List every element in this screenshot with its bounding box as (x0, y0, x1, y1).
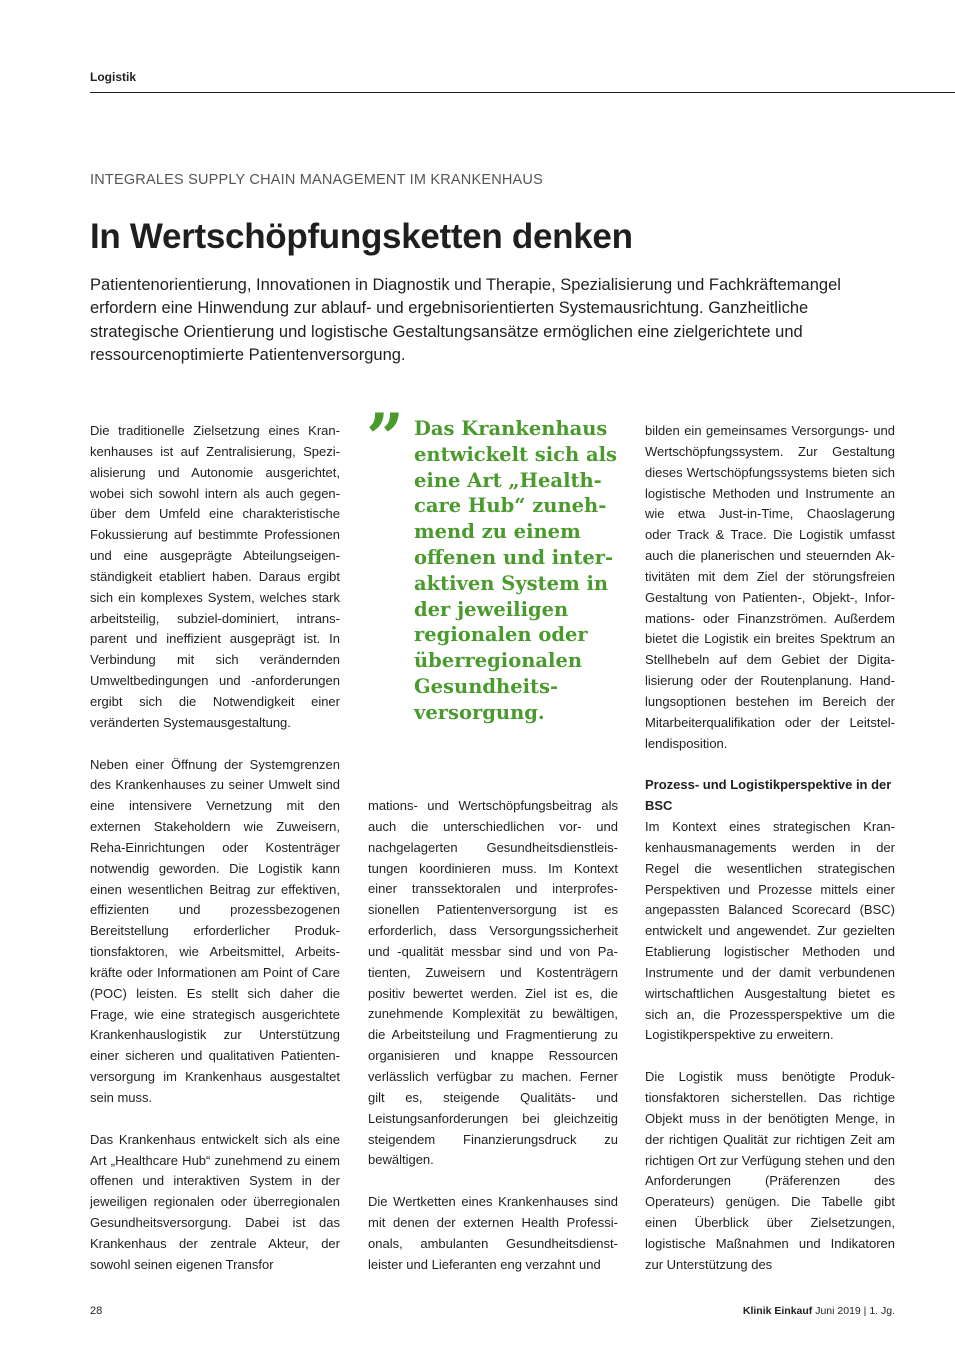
paragraph: Neben einer Öffnung der Systemgrenzen des Krankenhauses zu seiner Umwelt sind eine intensivere Vernetzung mit den externen Stakeholdern wie Zuweisern, Reha-Einrichtungen oder Kostenträger notwendig geworden. Die Logistik kann einen wesentlichen Beitrag zur effektiven, effizienten und prozessbezogenen Bereitstellung erforderlicher Produktionsfaktoren, wie Arbeitsmittel, Arbeitskräfte oder Informationen am Point of Care (POC) leisten. Es stellt sich daher die Frage, wie eine strategisch ausgerichtete Krankenhauslogistik zur Unterstützung einer sicheren und qualitativen Patientenversorgung im Krankenhaus ausgestaltet sein muss. (90, 756, 340, 1105)
footer-info (743, 1305, 895, 1317)
quote-mark-icon: ” (366, 399, 404, 477)
paragraph: Das Krankenhaus entwickelt sich als eine Art „Healthcare Hub“ zunehmend zu einem offenen und interaktiven System in der jeweiligen regionalen oder überregionalen Gesundheitsversorgung. Dabei ist das Krankenhaus der zentrale Akteur, der sowohl seinen eigenen Transfor (90, 1131, 340, 1272)
section-label: Logistik (90, 70, 137, 84)
text-column-3 (645, 421, 895, 1276)
paragraph: mations- und Wertschöpfungsbeitrag als auch die unterschiedlichen vor- und nachgelagerten Gesundheitsdienstleistungen koordinieren muss. Im Kontext einer transsektoralen und interprofessionellen Patientenversorgung ist es erforderlich, dass Versorgungssicherheit und -qualität messbar sind und von Patienten, Zuweisern und Kostenträgern positiv bewertet werden. Ziel ist es, die zunehmende Komplexität zu bewältigen, die Arbeitsteilung und Fragmentierung zu organisieren und knappe Ressourcen verlässlich verfügbar zu machen. Ferner gilt es, steigende Qualitäts- und Leistungsanforderungen bei gleichzeitig steigendem Finanzierungsdruck zu bewältigen. (368, 798, 618, 1168)
footer-brand: Klinik Einkauf (742, 1305, 813, 1317)
article-lead: Patientenorientierung, Innovationen in Diagnostik und Therapie, Spezialisierung und Fachkräftemangel erfordern eine Hinwendung zur ablauf- und ergebnisorientierten Systemausrichtung. Ganzheitliche strategische Orientierung und logistische Gestaltungsansätze ermöglichen eine zielgerichtete und ressourcenoptimierte Patientenversorgung. (90, 276, 841, 364)
text-column-2 (368, 796, 618, 1275)
pull-quote: Das Krankenhaus entwickelt sich als eine Art „Healthcare Hub“ zunehmend zu einem offenen und interaktiven System in der jeweiligen regionalen oder überregionalen Gesundheitsversorgung. (414, 417, 618, 724)
article-title: In Wertschöpfungsketten denken (90, 217, 633, 256)
footer-issue: Juni 2019 | 1. Jg. (815, 1305, 895, 1317)
header-rule (90, 92, 955, 93)
page-number: 28 (90, 1305, 103, 1317)
paragraph: Die Wertketten eines Krankenhauses sind mit denen der externen Health Professionals, ambulanten Gesundheitsdienstleister und Lieferanten eng verzahnt und (368, 1194, 618, 1272)
article-kicker: INTEGRALES SUPPLY CHAIN MANAGEMENT IM KRANKENHAUS (90, 172, 543, 188)
subheading: Prozess- und Logistikperspektive in der BSC (645, 777, 892, 814)
paragraph: Im Kontext eines strategischen Krankenhausmanagements werden in der Regel die wesentlichen strategischen Perspektiven und Prozesse mittels einer angepassten Balanced Scorecard (BSC) entwickelt und angewendet. Zur gezielten Etablierung logistischer Methoden und Instrumente und der damit verbundenen wirtschaftlichen Ausgestaltung bietet es sich an, die Prozessperspektive um die Logistikperspektive zu erweitern. (645, 819, 895, 1043)
paragraph: Die traditionelle Zielsetzung eines Krankenhauses ist auf Zentralisierung, Spezialisierung und Autonomie ausgerichtet, wobei sich sowohl intern als auch gegenüber dem Umfeld eine charakteristische Fokussierung auf bestimmte Professionen und eine ausgeprägte Abteilungseigenständigkeit etabliert haben. Daraus ergibt sich ein komplexes System, welches stark arbeitsteilig, subziel-dominiert, intransparent und ineffizient ausgeprägt ist. In Verbindung mit sich verändernden Umweltbedingungen und -anforderungen ergibt sich die Notwendigkeit einer veränderten Systemausgestaltung. (90, 423, 340, 730)
paragraph: bilden ein gemeinsames Versorgungs- und Wertschöpfungssystem. Zur Gestaltung dieses Wertschöpfungssystems bieten sich logistische Methoden und Instrumente an wie etwa Just-in-Time, Chaoslagerung oder Track & Trace. Die Logistik umfasst auch die planerischen und steuernden Aktivitäten mit dem Ziel der störungsfreien Gestaltung von Patienten-, Objekt-, Informations- oder Finanzströmen. Außerdem bietet die Logistik ein breites Spektrum an Stellhebeln auf dem Gebiet der Digitalisierung oder der Routenplanung. Handlungsoptionen bestehen im Bereich der Mitarbeiterqualifikation oder der Leitstellendisposition. (645, 423, 895, 751)
text-column-1 (90, 421, 340, 1276)
paragraph: Die Logistik muss benötigte Produktionsfaktoren sicherstellen. Das richtige Objekt muss in der benötigten Menge, in der richtigen Qualität zur richtigen Zeit am richtigen Ort zur Verfügung stehen und den Anforderungen (Präferenzen des Operateurs) genügen. Die Tabelle gibt einen Überblick über Zielsetzungen, logistische Maßnahmen und Indikatoren zur Unterstützung des (645, 1069, 895, 1272)
